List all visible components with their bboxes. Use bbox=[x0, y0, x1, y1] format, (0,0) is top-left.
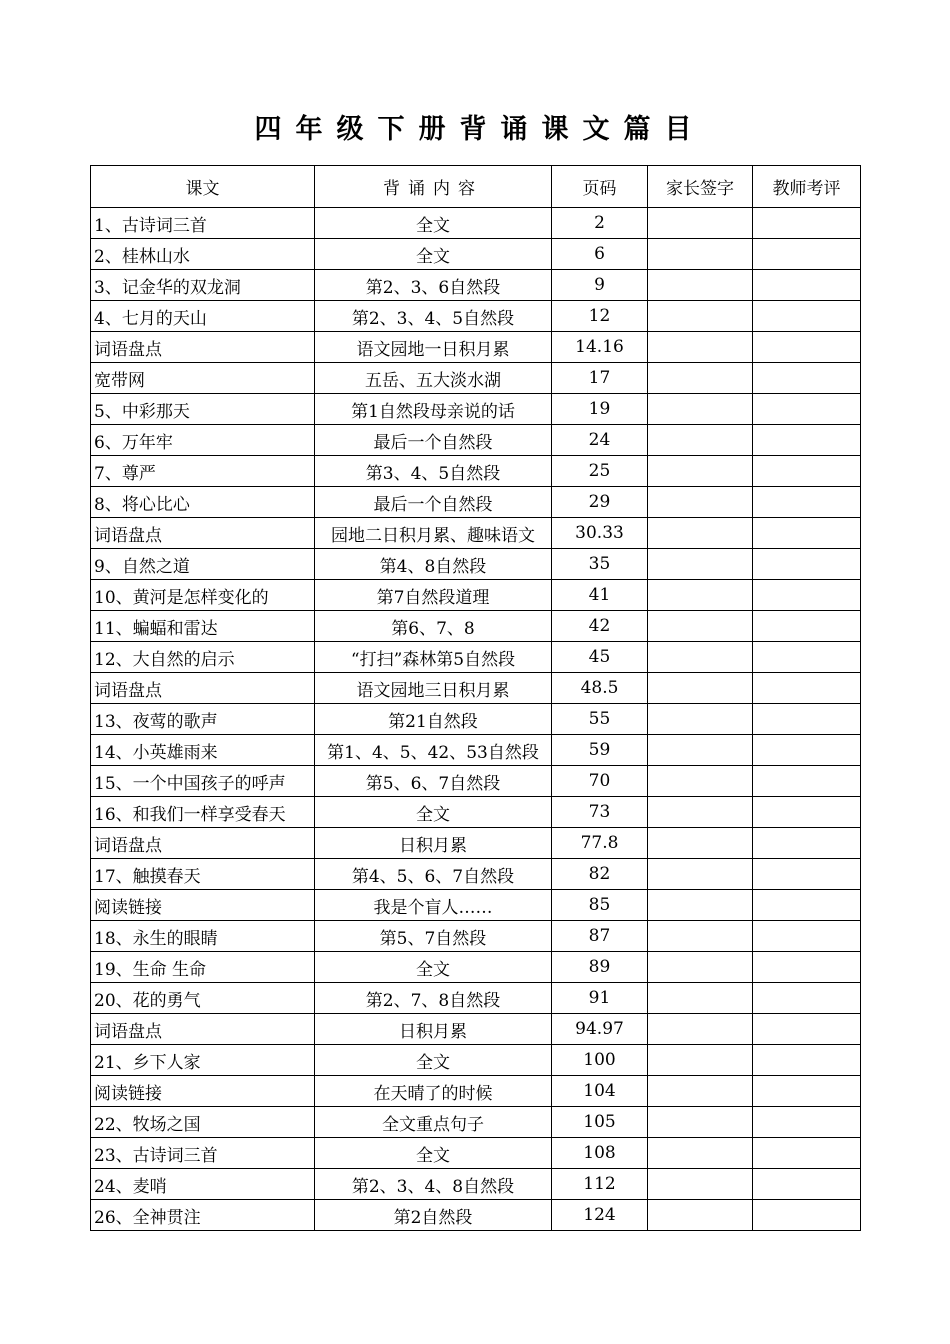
teacher-evaluation-cell[interactable] bbox=[753, 394, 861, 425]
page-number-cell: 42 bbox=[552, 611, 648, 642]
parent-signature-cell[interactable] bbox=[648, 1045, 753, 1076]
table-row bbox=[91, 611, 861, 642]
parent-signature-cell[interactable] bbox=[648, 332, 753, 363]
parent-signature-cell[interactable] bbox=[648, 983, 753, 1014]
lesson-cell: 18、永生的眼睛 bbox=[91, 921, 315, 952]
table-row bbox=[91, 921, 861, 952]
parent-signature-cell[interactable] bbox=[648, 580, 753, 611]
teacher-evaluation-cell[interactable] bbox=[753, 797, 861, 828]
table-row bbox=[91, 456, 861, 487]
table-row bbox=[91, 983, 861, 1014]
lesson-cell: 26、全神贯注 bbox=[91, 1200, 315, 1231]
recite-content-cell: 全文 bbox=[315, 1138, 552, 1169]
teacher-evaluation-cell[interactable] bbox=[753, 983, 861, 1014]
parent-signature-cell[interactable] bbox=[648, 1169, 753, 1200]
teacher-evaluation-cell[interactable] bbox=[753, 363, 861, 394]
teacher-evaluation-cell[interactable] bbox=[753, 208, 861, 239]
page-number-cell: 41 bbox=[552, 580, 648, 611]
lesson-cell: 9、自然之道 bbox=[91, 549, 315, 580]
page-number-cell: 30.33 bbox=[552, 518, 648, 549]
page-number-cell: 48.5 bbox=[552, 673, 648, 704]
page-number-cell: 100 bbox=[552, 1045, 648, 1076]
parent-signature-cell[interactable] bbox=[648, 766, 753, 797]
parent-signature-cell[interactable] bbox=[648, 611, 753, 642]
lesson-cell: 6、万年牢 bbox=[91, 425, 315, 456]
parent-signature-cell[interactable] bbox=[648, 425, 753, 456]
teacher-evaluation-cell[interactable] bbox=[753, 611, 861, 642]
teacher-evaluation-cell[interactable] bbox=[753, 828, 861, 859]
recite-content-cell: 第2、7、8自然段 bbox=[315, 983, 552, 1014]
recite-content-cell: 日积月累 bbox=[315, 1014, 552, 1045]
teacher-evaluation-cell[interactable] bbox=[753, 952, 861, 983]
recite-content-cell: 全文 bbox=[315, 952, 552, 983]
teacher-evaluation-cell[interactable] bbox=[753, 1200, 861, 1231]
recite-content-cell: 第5、7自然段 bbox=[315, 921, 552, 952]
recite-content-cell: 第6、7、8 bbox=[315, 611, 552, 642]
lesson-cell: 20、花的勇气 bbox=[91, 983, 315, 1014]
teacher-evaluation-cell[interactable] bbox=[753, 673, 861, 704]
recite-content-cell: 第21自然段 bbox=[315, 704, 552, 735]
teacher-evaluation-cell[interactable] bbox=[753, 642, 861, 673]
parent-signature-cell[interactable] bbox=[648, 363, 753, 394]
table-row bbox=[91, 1169, 861, 1200]
header-teacher-evaluation: 教师考评 bbox=[753, 166, 861, 208]
recite-content-cell: “打扫”森林第5自然段 bbox=[315, 642, 552, 673]
recite-content-cell: 全文 bbox=[315, 797, 552, 828]
table-row bbox=[91, 859, 861, 890]
lesson-cell: 阅读链接 bbox=[91, 890, 315, 921]
table-row bbox=[91, 394, 861, 425]
header-content: 背诵内容 bbox=[315, 166, 552, 208]
table-row bbox=[91, 239, 861, 270]
page-number-cell: 55 bbox=[552, 704, 648, 735]
teacher-evaluation-cell[interactable] bbox=[753, 580, 861, 611]
lesson-cell: 23、古诗词三首 bbox=[91, 1138, 315, 1169]
table-row bbox=[91, 828, 861, 859]
page-number-cell: 59 bbox=[552, 735, 648, 766]
teacher-evaluation-cell[interactable] bbox=[753, 735, 861, 766]
page-number-cell: 25 bbox=[552, 456, 648, 487]
table-row bbox=[91, 797, 861, 828]
page-number-cell: 87 bbox=[552, 921, 648, 952]
parent-signature-cell[interactable] bbox=[648, 1107, 753, 1138]
page-number-cell: 108 bbox=[552, 1138, 648, 1169]
parent-signature-cell[interactable] bbox=[648, 704, 753, 735]
teacher-evaluation-cell[interactable] bbox=[753, 1107, 861, 1138]
parent-signature-cell[interactable] bbox=[648, 828, 753, 859]
lesson-cell: 22、牧场之国 bbox=[91, 1107, 315, 1138]
recite-content-cell: 全文 bbox=[315, 239, 552, 270]
page-number-cell: 77.8 bbox=[552, 828, 648, 859]
page-number-cell: 35 bbox=[552, 549, 648, 580]
page-number-cell: 85 bbox=[552, 890, 648, 921]
page-number-cell: 73 bbox=[552, 797, 648, 828]
table-row bbox=[91, 1138, 861, 1169]
page-number-cell: 2 bbox=[552, 208, 648, 239]
lesson-cell: 词语盘点 bbox=[91, 1014, 315, 1045]
lesson-cell: 10、黄河是怎样变化的 bbox=[91, 580, 315, 611]
table-row bbox=[91, 487, 861, 518]
teacher-evaluation-cell[interactable] bbox=[753, 425, 861, 456]
parent-signature-cell[interactable] bbox=[648, 518, 753, 549]
recite-content-cell: 第5、6、7自然段 bbox=[315, 766, 552, 797]
recite-content-cell: 第2、3、4、5自然段 bbox=[315, 301, 552, 332]
page-number-cell: 12 bbox=[552, 301, 648, 332]
parent-signature-cell[interactable] bbox=[648, 394, 753, 425]
recite-content-cell: 在天晴了的时候 bbox=[315, 1076, 552, 1107]
lesson-cell: 7、尊严 bbox=[91, 456, 315, 487]
table-row bbox=[91, 363, 861, 394]
lesson-cell: 14、小英雄雨来 bbox=[91, 735, 315, 766]
table-row bbox=[91, 704, 861, 735]
page-number-cell: 94.97 bbox=[552, 1014, 648, 1045]
parent-signature-cell[interactable] bbox=[648, 797, 753, 828]
parent-signature-cell[interactable] bbox=[648, 487, 753, 518]
teacher-evaluation-cell[interactable] bbox=[753, 1169, 861, 1200]
recite-content-cell: 全文 bbox=[315, 1045, 552, 1076]
table-body bbox=[91, 208, 861, 1231]
parent-signature-cell[interactable] bbox=[648, 270, 753, 301]
parent-signature-cell[interactable] bbox=[648, 1076, 753, 1107]
parent-signature-cell[interactable] bbox=[648, 673, 753, 704]
lesson-cell: 13、夜莺的歌声 bbox=[91, 704, 315, 735]
page-number-cell: 29 bbox=[552, 487, 648, 518]
lesson-cell: 词语盘点 bbox=[91, 518, 315, 549]
lesson-cell: 12、大自然的启示 bbox=[91, 642, 315, 673]
page-number-cell: 124 bbox=[552, 1200, 648, 1231]
recite-content-cell: 第2、3、4、8自然段 bbox=[315, 1169, 552, 1200]
parent-signature-cell[interactable] bbox=[648, 1200, 753, 1231]
page-number-cell: 89 bbox=[552, 952, 648, 983]
page-number-cell: 105 bbox=[552, 1107, 648, 1138]
parent-signature-cell[interactable] bbox=[648, 735, 753, 766]
teacher-evaluation-cell[interactable] bbox=[753, 890, 861, 921]
table-row bbox=[91, 1107, 861, 1138]
table-row bbox=[91, 1045, 861, 1076]
parent-signature-cell[interactable] bbox=[648, 456, 753, 487]
teacher-evaluation-cell[interactable] bbox=[753, 518, 861, 549]
lesson-cell: 4、七月的天山 bbox=[91, 301, 315, 332]
recite-content-cell: 第4、8自然段 bbox=[315, 549, 552, 580]
recite-content-cell: 第2、3、6自然段 bbox=[315, 270, 552, 301]
parent-signature-cell[interactable] bbox=[648, 1014, 753, 1045]
lesson-cell: 24、麦哨 bbox=[91, 1169, 315, 1200]
teacher-evaluation-cell[interactable] bbox=[753, 1045, 861, 1076]
page-number-cell: 6 bbox=[552, 239, 648, 270]
recite-content-cell: 第3、4、5自然段 bbox=[315, 456, 552, 487]
teacher-evaluation-cell[interactable] bbox=[753, 549, 861, 580]
parent-signature-cell[interactable] bbox=[648, 549, 753, 580]
table-row bbox=[91, 208, 861, 239]
table-row bbox=[91, 518, 861, 549]
lesson-cell: 11、蝙蝠和雷达 bbox=[91, 611, 315, 642]
page-number-cell: 14.16 bbox=[552, 332, 648, 363]
parent-signature-cell[interactable] bbox=[648, 208, 753, 239]
parent-signature-cell[interactable] bbox=[648, 921, 753, 952]
teacher-evaluation-cell[interactable] bbox=[753, 487, 861, 518]
recite-content-cell: 语文园地一日积月累 bbox=[315, 332, 552, 363]
recite-content-cell: 全文 bbox=[315, 208, 552, 239]
teacher-evaluation-cell[interactable] bbox=[753, 859, 861, 890]
recite-content-cell: 全文重点句子 bbox=[315, 1107, 552, 1138]
page-title: 四年级下册背诵课文篇目 bbox=[254, 114, 706, 145]
lesson-cell: 阅读链接 bbox=[91, 1076, 315, 1107]
teacher-evaluation-cell[interactable] bbox=[753, 921, 861, 952]
recite-content-cell: 园地二日积月累、趣味语文 bbox=[315, 518, 552, 549]
lesson-cell: 19、生命 生命 bbox=[91, 952, 315, 983]
parent-signature-cell[interactable] bbox=[648, 642, 753, 673]
table-header-row bbox=[91, 166, 861, 208]
page-number-cell: 9 bbox=[552, 270, 648, 301]
teacher-evaluation-cell[interactable] bbox=[753, 239, 861, 270]
table-row bbox=[91, 735, 861, 766]
teacher-evaluation-cell[interactable] bbox=[753, 1014, 861, 1045]
header-page: 页码 bbox=[552, 166, 648, 208]
table-row bbox=[91, 1014, 861, 1045]
parent-signature-cell[interactable] bbox=[648, 890, 753, 921]
recite-content-cell: 最后一个自然段 bbox=[315, 425, 552, 456]
lesson-cell: 宽带网 bbox=[91, 363, 315, 394]
recite-content-cell: 第1、4、5、42、53自然段 bbox=[315, 735, 552, 766]
table-row bbox=[91, 301, 861, 332]
teacher-evaluation-cell[interactable] bbox=[753, 270, 861, 301]
header-lesson: 课文 bbox=[91, 166, 315, 208]
lesson-cell: 词语盘点 bbox=[91, 332, 315, 363]
page-number-cell: 17 bbox=[552, 363, 648, 394]
table-row bbox=[91, 1076, 861, 1107]
recite-content-cell: 五岳、五大淡水湖 bbox=[315, 363, 552, 394]
parent-signature-cell[interactable] bbox=[648, 952, 753, 983]
table-row bbox=[91, 890, 861, 921]
teacher-evaluation-cell[interactable] bbox=[753, 1138, 861, 1169]
table-row bbox=[91, 270, 861, 301]
recite-content-cell: 我是个盲人…… bbox=[315, 890, 552, 921]
recite-content-cell: 日积月累 bbox=[315, 828, 552, 859]
teacher-evaluation-cell[interactable] bbox=[753, 1076, 861, 1107]
page-number-cell: 82 bbox=[552, 859, 648, 890]
page-number-cell: 45 bbox=[552, 642, 648, 673]
header-parent-signature: 家长签字 bbox=[648, 166, 753, 208]
page-number-cell: 104 bbox=[552, 1076, 648, 1107]
parent-signature-cell[interactable] bbox=[648, 239, 753, 270]
lesson-cell: 15、一个中国孩子的呼声 bbox=[91, 766, 315, 797]
page-number-cell: 91 bbox=[552, 983, 648, 1014]
teacher-evaluation-cell[interactable] bbox=[753, 456, 861, 487]
recite-content-cell: 第7自然段道理 bbox=[315, 580, 552, 611]
lesson-cell: 16、和我们一样享受春天 bbox=[91, 797, 315, 828]
table-row bbox=[91, 952, 861, 983]
table-row bbox=[91, 549, 861, 580]
table-row bbox=[91, 332, 861, 363]
teacher-evaluation-cell[interactable] bbox=[753, 301, 861, 332]
parent-signature-cell[interactable] bbox=[648, 301, 753, 332]
page-number-cell: 112 bbox=[552, 1169, 648, 1200]
page-number-cell: 70 bbox=[552, 766, 648, 797]
teacher-evaluation-cell[interactable] bbox=[753, 332, 861, 363]
table-row bbox=[91, 642, 861, 673]
table-row bbox=[91, 425, 861, 456]
table-row bbox=[91, 1200, 861, 1231]
parent-signature-cell[interactable] bbox=[648, 859, 753, 890]
table-row bbox=[91, 673, 861, 704]
recite-content-cell: 第1自然段母亲说的话 bbox=[315, 394, 552, 425]
table-row bbox=[91, 766, 861, 797]
recite-content-cell: 第2自然段 bbox=[315, 1200, 552, 1231]
lesson-cell: 5、中彩那天 bbox=[91, 394, 315, 425]
lesson-cell: 21、乡下人家 bbox=[91, 1045, 315, 1076]
teacher-evaluation-cell[interactable] bbox=[753, 704, 861, 735]
lesson-cell: 2、桂林山水 bbox=[91, 239, 315, 270]
lesson-cell: 词语盘点 bbox=[91, 673, 315, 704]
recitation-table bbox=[90, 165, 861, 1231]
parent-signature-cell[interactable] bbox=[648, 1138, 753, 1169]
lesson-cell: 8、将心比心 bbox=[91, 487, 315, 518]
teacher-evaluation-cell[interactable] bbox=[753, 766, 861, 797]
page-number-cell: 24 bbox=[552, 425, 648, 456]
lesson-cell: 词语盘点 bbox=[91, 828, 315, 859]
lesson-cell: 17、触摸春天 bbox=[91, 859, 315, 890]
lesson-cell: 3、记金华的双龙洞 bbox=[91, 270, 315, 301]
lesson-cell: 1、古诗词三首 bbox=[91, 208, 315, 239]
recite-content-cell: 第4、5、6、7自然段 bbox=[315, 859, 552, 890]
recite-content-cell: 语文园地三日积月累 bbox=[315, 673, 552, 704]
table-row bbox=[91, 580, 861, 611]
page-number-cell: 19 bbox=[552, 394, 648, 425]
recite-content-cell: 最后一个自然段 bbox=[315, 487, 552, 518]
